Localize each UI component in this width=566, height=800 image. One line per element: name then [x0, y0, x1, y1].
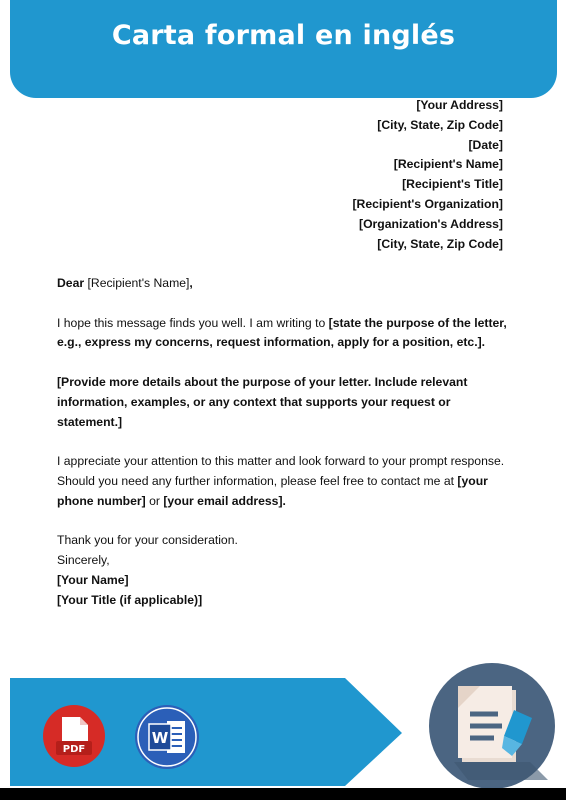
recipient-name: [Recipient's Name]	[393, 157, 503, 172]
organization-city-state-zip: [City, State, Zip Code]	[377, 236, 503, 251]
pdf-icon[interactable]	[42, 704, 106, 768]
salutation-name: [Recipient's Name]	[87, 276, 190, 290]
details-placeholder: [Provide more details about the purpose of your letter. Include relevant information, examples, or any context that supports your request or statement.]	[57, 374, 468, 429]
sincerely-line: Sincerely,	[57, 553, 110, 568]
signature-name: [Your Name]	[57, 572, 129, 587]
document-edit-icon	[428, 662, 556, 790]
pdf-label: PDF	[62, 744, 86, 755]
word-icon[interactable]	[134, 704, 200, 770]
sender-address: [Your Address]	[416, 98, 503, 112]
thanks-line: Thank you for your consideration.	[57, 533, 238, 548]
contact-or: or	[145, 493, 164, 508]
closing	[57, 531, 517, 610]
paragraph-contact	[57, 452, 517, 511]
letter-date: [Date]	[468, 137, 503, 152]
paragraph-purpose	[57, 314, 517, 354]
paragraph-details	[57, 373, 517, 432]
header-banner	[10, 0, 557, 98]
page-title: Carta formal en inglés	[111, 20, 456, 51]
salutation	[57, 274, 517, 294]
letter-body	[57, 274, 517, 611]
salutation-comma: ,	[189, 276, 193, 290]
recipient-title: [Recipient's Title]	[402, 177, 503, 192]
sender-city-state-zip: [City, State, Zip Code]	[377, 117, 503, 132]
email-placeholder: [your email address].	[163, 493, 286, 508]
contact-text: I appreciate your attention to this matter and look forward to your prompt response. Should you need any further information, please feel free to contact me at	[57, 454, 505, 488]
recipient-organization: [Recipient's Organization]	[352, 196, 503, 211]
signature-title: [Your Title (if applicable)]	[57, 592, 203, 607]
purpose-placeholder: [state the purpose of the letter, e.g., express my concerns, request information, apply for a position, etc.].	[57, 315, 507, 350]
address-block	[352, 96, 503, 254]
organization-address: [Organization's Address]	[359, 216, 503, 231]
word-letter: W	[151, 729, 169, 747]
salutation-word: Dear	[57, 276, 85, 290]
footer-bar	[0, 788, 566, 800]
phone-placeholder: [your phone number]	[57, 473, 488, 508]
purpose-text: I hope this message finds you well. I am writing to	[57, 315, 329, 330]
